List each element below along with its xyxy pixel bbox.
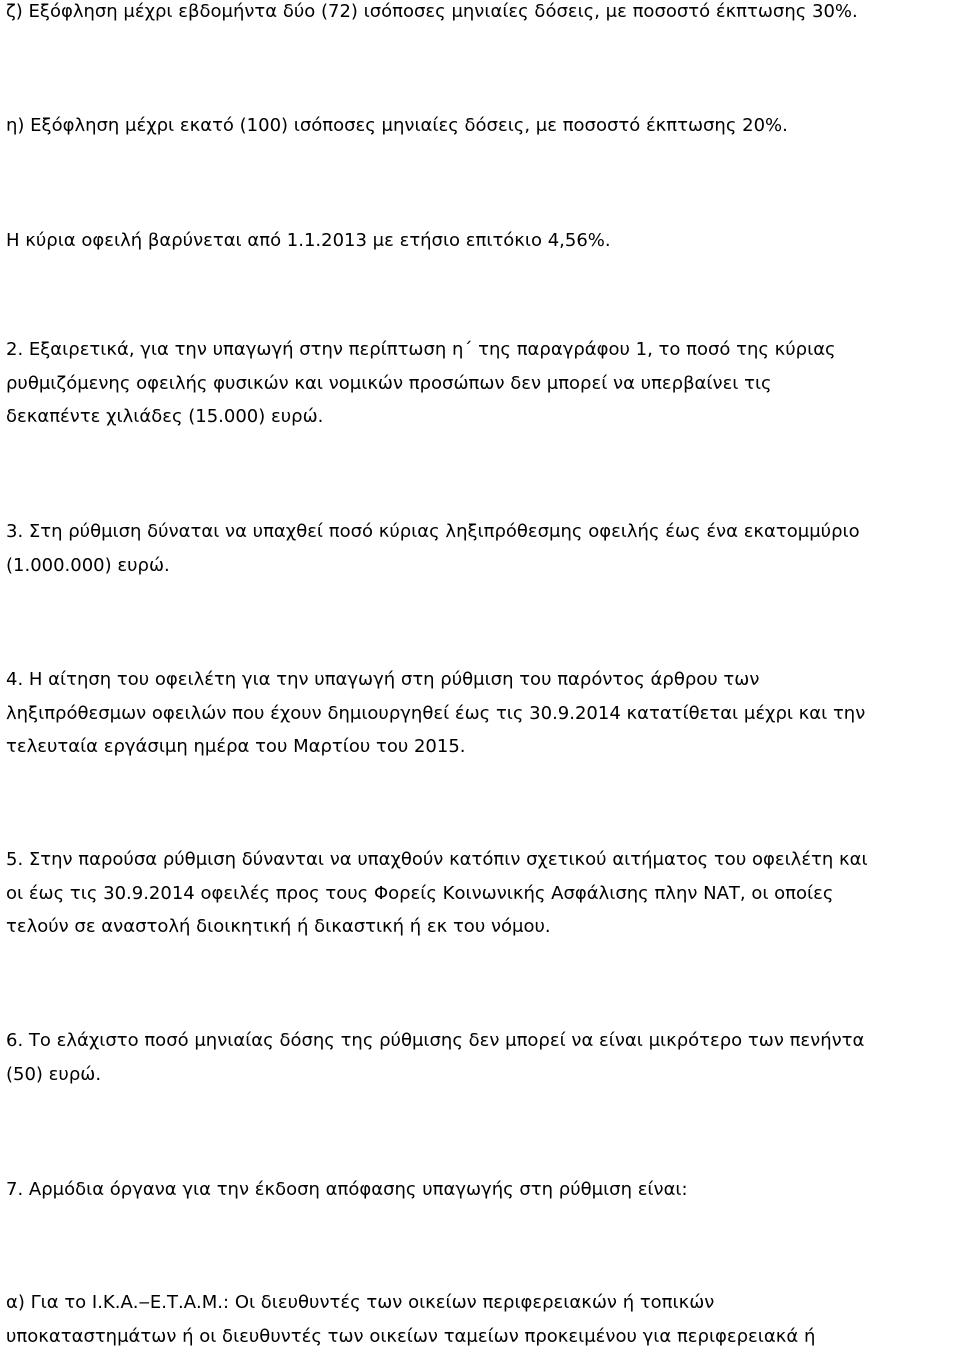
text-line: 6. Το ελάχιστο ποσό μηνιαίας δόσης της ρύθμισης δεν μπορεί να είναι μικρότερο των πενήντα <box>6 1030 865 1051</box>
text-line: ρυθμιζόμενης οφειλής φυσικών και νομικών προσώπων δεν μπορεί να υπερβαίνει τις <box>6 372 772 394</box>
paragraph-5 <box>6 843 868 944</box>
text-line: 7. Αρμόδια όργανα για την έκδοση απόφασης υπαγωγής στη ρύθμιση είναι: <box>6 1179 688 1200</box>
paragraph-4 <box>6 663 865 764</box>
text-line: (50) ευρώ. <box>6 1063 102 1085</box>
text-line: 4. Η αίτηση του οφειλέτη για την υπαγωγή στη ρύθμιση του παρόντος άρθρου των <box>6 669 760 690</box>
text-line: ζ) Εξόφληση μέχρι εβδομήντα δύο (72) ισόποσες μηνιαίες δόσεις, με ποσοστό έκπτωσης 30%. <box>6 1 858 22</box>
paragraph-3 <box>6 515 860 582</box>
paragraph-installments-72 <box>6 0 858 29</box>
text-line: δεκαπέντε χιλιάδες (15.000) ευρώ. <box>6 406 324 427</box>
text-line: 5. Στην παρούσα ρύθμιση δύνανται να υπαχθούν κατόπιν σχετικού αιτήματος του οφειλέτη και <box>6 849 868 870</box>
paragraph-2 <box>6 333 836 434</box>
paragraph-7a <box>6 1286 815 1353</box>
text-line: 2. Εξαιρετικά, για την υπαγωγή στην περίπτωση η΄ της παραγράφου 1, το ποσό της κύριας <box>6 339 836 360</box>
text-line: η) Εξόφληση μέχρι εκατό (100) ισόποσες μηνιαίες δόσεις, με ποσοστό έκπτωσης 20%. <box>6 115 788 136</box>
text-line: τελευταία εργάσιμη ημέρα του Μαρτίου του 2015. <box>6 736 466 757</box>
text-line: ληξιπρόθεσμων οφειλών που έχουν δημιουργηθεί έως τις 30.9.2014 κατατίθεται μέχρι και την <box>6 702 866 724</box>
paragraph-6 <box>6 1024 864 1091</box>
paragraph-installments-100 <box>6 109 788 143</box>
text-line: Η κύρια οφειλή βαρύνεται από 1.1.2013 με ετήσιο επιτόκιο 4,56%. <box>6 230 611 251</box>
text-line: τελούν σε αναστολή διοικητική ή δικαστική ή εκ του νόμου. <box>6 916 551 937</box>
text-line: α) Για το Ι.Κ.Α.‒Ε.Τ.Α.Μ.: Οι διευθυντές των οικείων περιφερειακών ή τοπικών <box>6 1292 715 1313</box>
text-line: 3. Στη ρύθμιση δύναται να υπαχθεί ποσό κύριας ληξιπρόθεσμης οφειλής έως ένα εκατομμύριο <box>6 521 860 542</box>
text-line: οι έως τις 30.9.2014 οφειλές προς τους Φορείς Κοινωνικής Ασφάλισης πλην ΝΑΤ, οι οποίες <box>6 882 834 904</box>
paragraph-7 <box>6 1173 688 1207</box>
text-line: υποκαταστημάτων ή οι διευθυντές των οικείων ταμείων προκειμένου για περιφερειακά ή <box>6 1325 816 1347</box>
paragraph-interest-rate <box>6 224 611 258</box>
text-line: (1.000.000) ευρώ. <box>6 554 170 576</box>
document-page <box>6 0 956 1353</box>
